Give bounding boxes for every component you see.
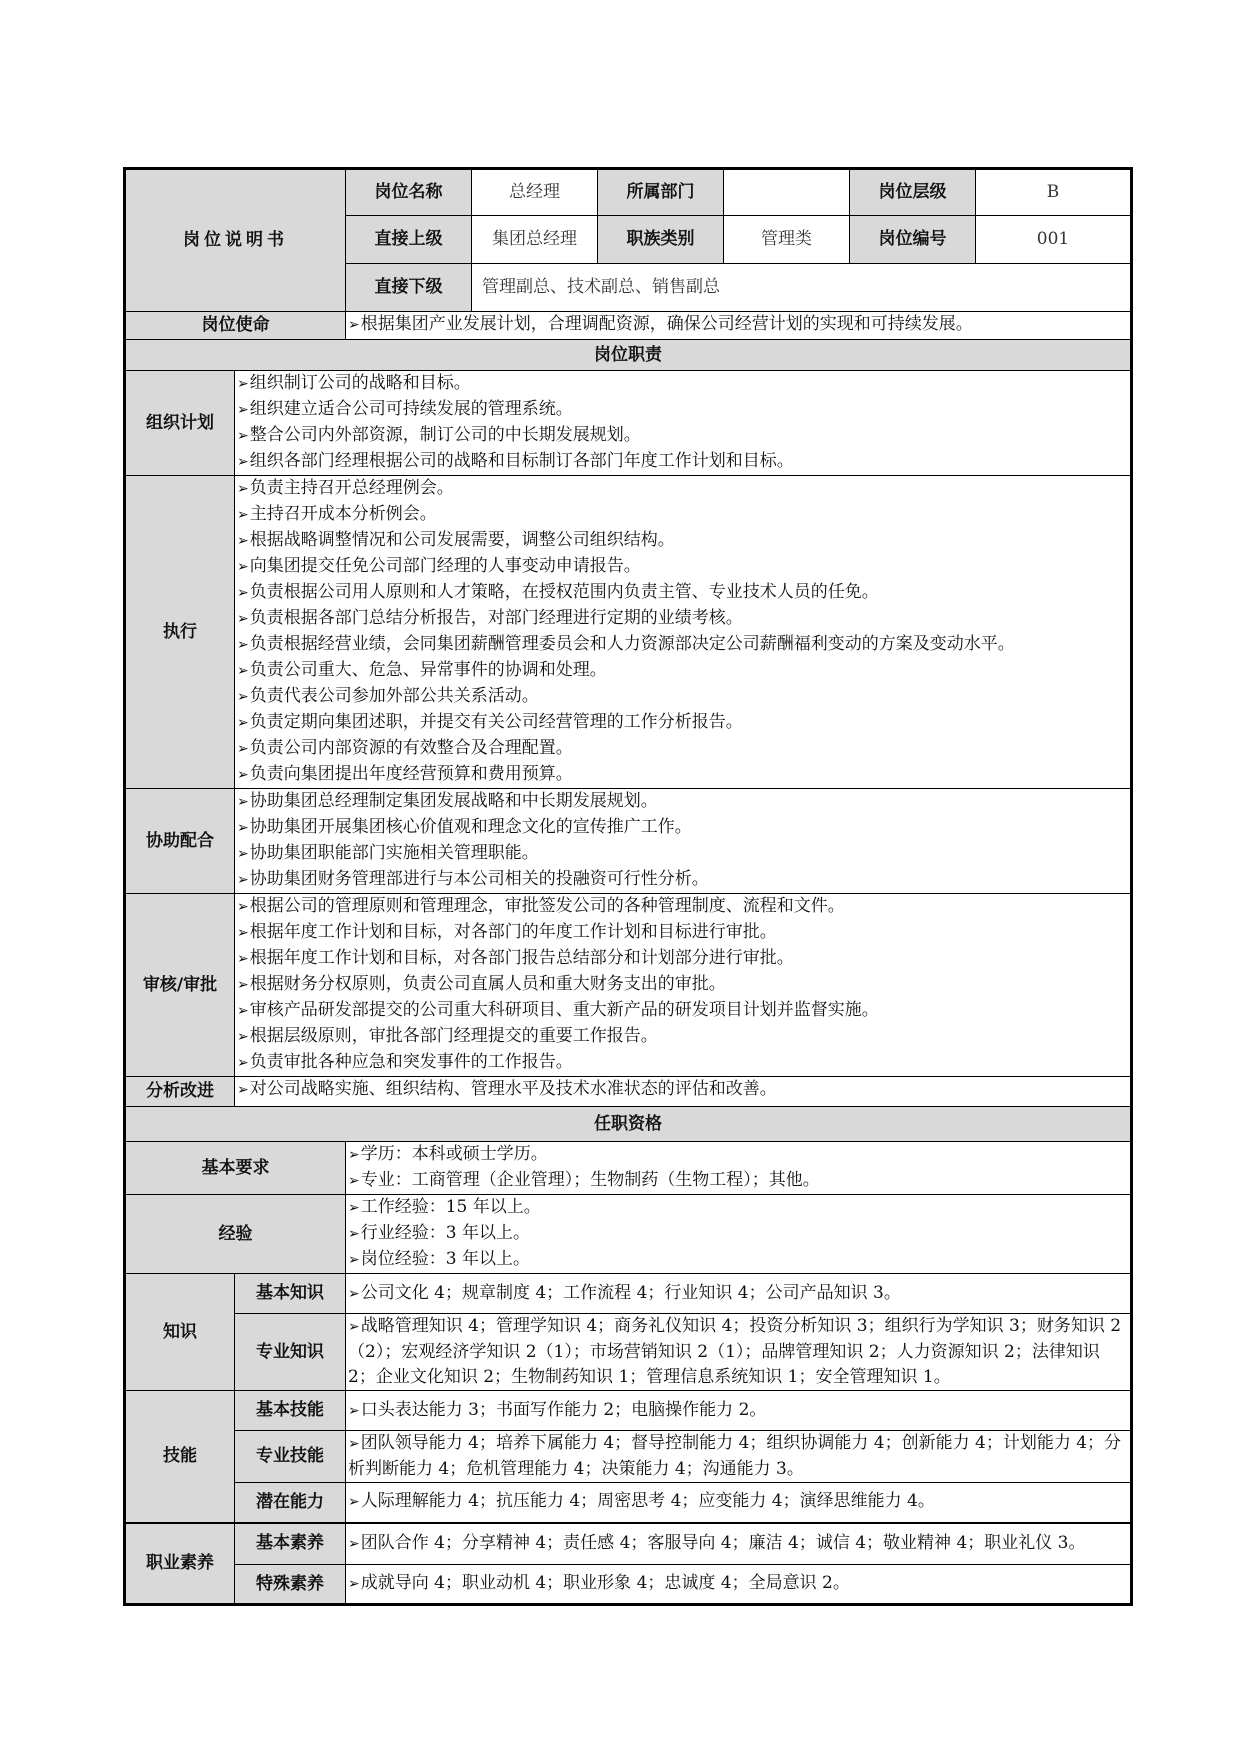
superior-label: 直接上级 <box>346 216 472 264</box>
list-item: ➢ 根据财务分权原则，负责公司直属人员和重大财务支出的审批。 <box>237 972 1128 998</box>
knowledge-pro-text: ➢ 战略管理知识 4；管理学知识 4；商务礼仪知识 4；投资分析知识 3；组织行为学知识 3；财务知识 2（2）；宏观经济学知识 2（1）；市场营销知识 2（1）；品牌管理知识 2；人力资源知识 2；法律知识 2；企业文化知识 2；生物制药知识 1；管理信息系统知识 1；安全管理知识 1。 <box>346 1314 1132 1391</box>
skills-label: 技能 <box>125 1391 235 1523</box>
subordinate-label: 直接下级 <box>346 264 472 312</box>
duty-group-label: 分析改进 <box>125 1077 235 1107</box>
list-item: ➢ 专业：工商管理（企业管理）；生物制药（生物工程）；其他。 <box>348 1168 1128 1194</box>
list-item: ➢ 负责审批各种应急和突发事件的工作报告。 <box>237 1050 1128 1076</box>
list-item: ➢ 负责代表公司参加外部公共关系活动。 <box>237 684 1128 710</box>
experience-label: 经验 <box>125 1195 346 1274</box>
department-label: 所属部门 <box>598 169 724 216</box>
list-item: ➢ 审核产品研发部提交的公司重大科研项目、重大新产品的研发项目计划并监督实施。 <box>237 998 1128 1024</box>
duty-group-label: 组织计划 <box>125 371 235 476</box>
list-item: ➢ 工作经验：15 年以上。 <box>348 1195 1128 1221</box>
knowledge-label: 知识 <box>125 1274 235 1391</box>
list-item: ➢ 负责根据公司用人原则和人才策略，在授权范围内负责主管、专业技术人员的任免。 <box>237 580 1128 606</box>
level-label: 岗位层级 <box>850 169 976 216</box>
quality-label: 职业素养 <box>125 1523 235 1605</box>
list-item: ➢ 负责公司重大、危急、异常事件的协调和处理。 <box>237 658 1128 684</box>
list-item: ➢ 组织各部门经理根据公司的战略和目标制订各部门年度工作计划和目标。 <box>237 449 1128 475</box>
position-code-value: 001 <box>976 216 1132 264</box>
list-item: ➢ 对公司战略实施、组织结构、管理水平及技术水准状态的评估和改善。 <box>237 1077 1128 1103</box>
department-value <box>724 169 850 216</box>
superior-value: 集团总经理 <box>472 216 598 264</box>
list-item: ➢ 负责公司内部资源的有效整合及合理配置。 <box>237 736 1128 762</box>
list-item: ➢ 负责主持召开总经理例会。 <box>237 476 1128 502</box>
basic-requirements-label: 基本要求 <box>125 1142 346 1195</box>
qualifications-section-title: 任职资格 <box>125 1107 1132 1142</box>
list-item: ➢ 根据年度工作计划和目标，对各部门的年度工作计划和目标进行审批。 <box>237 920 1128 946</box>
list-item: ➢ 协助集团财务管理部进行与本公司相关的投融资可行性分析。 <box>237 867 1128 893</box>
duty-group-items <box>235 476 1132 789</box>
quality-basic-label: 基本素养 <box>235 1523 346 1565</box>
job-family-value: 管理类 <box>724 216 850 264</box>
skills-basic-label: 基本技能 <box>235 1391 346 1431</box>
level-value: B <box>976 169 1132 216</box>
skills-potential-text: ➢ 人际理解能力 4；抗压能力 4；周密思考 4；应变能力 4；演绎思维能力 4。 <box>346 1483 1132 1523</box>
list-item: ➢ 负责根据各部门总结分析报告，对部门经理进行定期的业绩考核。 <box>237 606 1128 632</box>
list-item: ➢ 行业经验：3 年以上。 <box>348 1221 1128 1247</box>
list-item: ➢ 整合公司内外部资源，制订公司的中长期发展规划。 <box>237 423 1128 449</box>
list-item: ➢ 组织制订公司的战略和目标。 <box>237 371 1128 397</box>
skills-potential-label: 潜在能力 <box>235 1483 346 1523</box>
skills-pro-text: ➢ 团队领导能力 4；培养下属能力 4；督导控制能力 4；组织协调能力 4；创新能力 4；计划能力 4；分析判断能力 4；危机管理能力 4；决策能力 4；沟通能力 3。 <box>346 1431 1132 1483</box>
quality-special-text: ➢ 成就导向 4；职业动机 4；职业形象 4；忠诚度 4；全局意识 2。 <box>346 1565 1132 1605</box>
duty-group-label: 协助配合 <box>125 789 235 894</box>
knowledge-basic-label: 基本知识 <box>235 1274 346 1314</box>
mission-text: ➢ 根据集团产业发展计划，合理调配资源，确保公司经营计划的实现和可持续发展。 <box>346 312 1132 340</box>
position-name-label: 岗位名称 <box>346 169 472 216</box>
skills-basic-text: ➢ 口头表达能力 3；书面写作能力 2；电脑操作能力 2。 <box>346 1391 1132 1431</box>
mission-label: 岗位使命 <box>125 312 346 340</box>
list-item: ➢ 根据公司的管理原则和管理理念，审批签发公司的各种管理制度、流程和文件。 <box>237 894 1128 920</box>
job-family-label: 职族类别 <box>598 216 724 264</box>
position-code-label: 岗位编号 <box>850 216 976 264</box>
basic-requirements-items <box>346 1142 1132 1195</box>
duty-group-items <box>235 894 1132 1077</box>
list-item: ➢ 负责定期向集团述职，并提交有关公司经营管理的工作分析报告。 <box>237 710 1128 736</box>
list-item: ➢ 协助集团总经理制定集团发展战略和中长期发展规划。 <box>237 789 1128 815</box>
list-item: ➢ 主持召开成本分析例会。 <box>237 502 1128 528</box>
knowledge-pro-label: 专业知识 <box>235 1314 346 1391</box>
list-item: ➢ 学历：本科或硕士学历。 <box>348 1142 1128 1168</box>
doc-title: 岗位说明书 <box>125 169 346 312</box>
list-item: ➢ 协助集团开展集团核心价值观和理念文化的宣传推广工作。 <box>237 815 1128 841</box>
quality-basic-text: ➢ 团队合作 4；分享精神 4；责任感 4；客服导向 4；廉洁 4；诚信 4；敬业精神 4；职业礼仪 3。 <box>346 1523 1132 1565</box>
list-item: ➢ 向集团提交任免公司部门经理的人事变动申请报告。 <box>237 554 1128 580</box>
list-item: ➢ 根据年度工作计划和目标，对各部门报告总结部分和计划部分进行审批。 <box>237 946 1128 972</box>
list-item: ➢ 根据战略调整情况和公司发展需要，调整公司组织结构。 <box>237 528 1128 554</box>
job-description-table <box>123 167 1133 1606</box>
list-item: ➢ 负责向集团提出年度经营预算和费用预算。 <box>237 762 1128 788</box>
list-item: ➢ 负责根据经营业绩，会同集团薪酬管理委员会和人力资源部决定公司薪酬福利变动的方案及变动水平。 <box>237 632 1128 658</box>
duty-group-items <box>235 789 1132 894</box>
duty-group-label: 审核/审批 <box>125 894 235 1077</box>
subordinate-value: 管理副总、技术副总、销售副总 <box>472 264 1132 312</box>
experience-items <box>346 1195 1132 1274</box>
duty-group-label: 执行 <box>125 476 235 789</box>
list-item: ➢ 岗位经验：3 年以上。 <box>348 1247 1128 1273</box>
duties-section-title: 岗位职责 <box>125 340 1132 371</box>
duty-group-items <box>235 371 1132 476</box>
knowledge-basic-text: ➢ 公司文化 4；规章制度 4；工作流程 4；行业知识 4；公司产品知识 3。 <box>346 1274 1132 1314</box>
list-item: ➢ 根据层级原则，审批各部门经理提交的重要工作报告。 <box>237 1024 1128 1050</box>
duty-group-items <box>235 1077 1132 1107</box>
list-item: ➢ 组织建立适合公司可持续发展的管理系统。 <box>237 397 1128 423</box>
skills-pro-label: 专业技能 <box>235 1431 346 1483</box>
quality-special-label: 特殊素养 <box>235 1565 346 1605</box>
list-item: ➢ 协助集团职能部门实施相关管理职能。 <box>237 841 1128 867</box>
position-name-value: 总经理 <box>472 169 598 216</box>
